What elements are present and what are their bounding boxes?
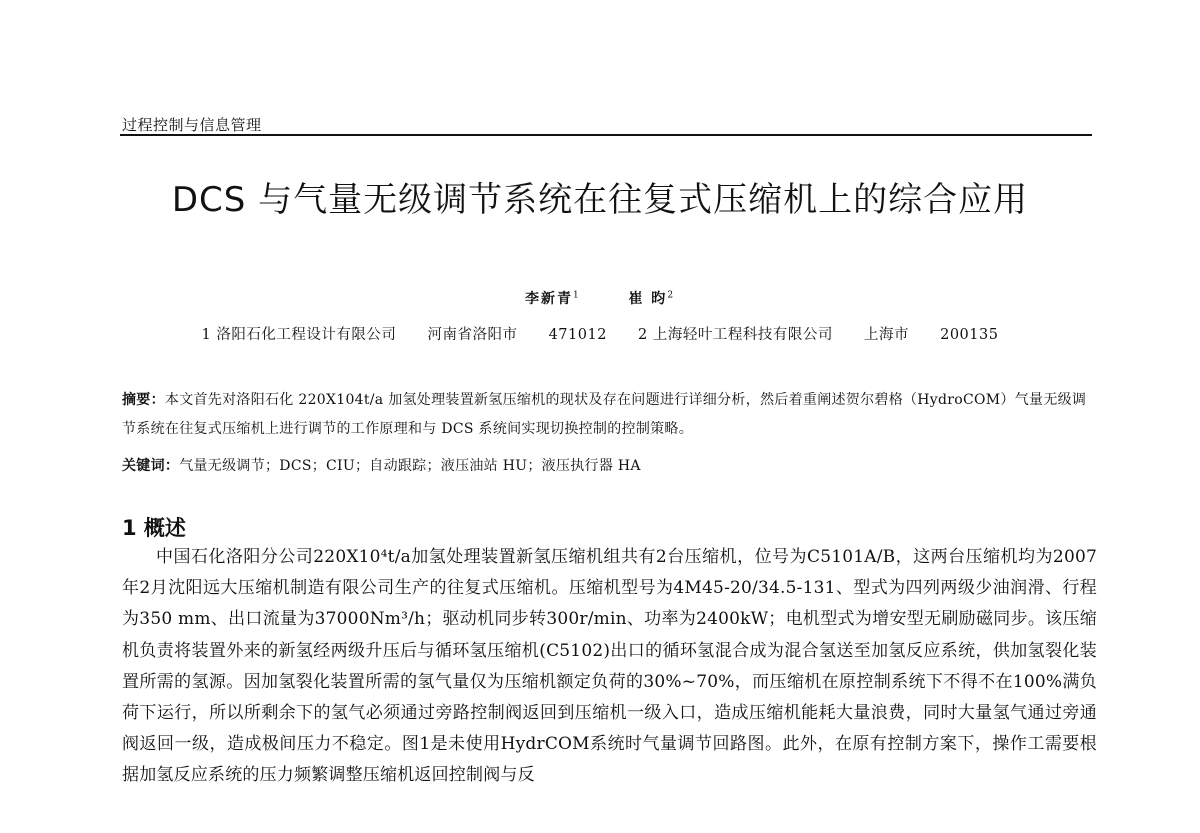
author-line	[0, 288, 1200, 308]
keywords-text: 气量无级调节；DCS；CIU；自动跟踪；液压油站 HU；液压执行器 HA	[179, 458, 641, 474]
abstract-label: 摘要：	[122, 392, 165, 408]
affiliation-org: 2 上海轻叶工程科技有限公司	[638, 327, 833, 343]
section-heading: 1 概述	[122, 516, 186, 540]
author-affiliation-mark: 2	[667, 290, 676, 301]
running-header: 过程控制与信息管理	[122, 116, 262, 134]
body-text	[122, 542, 1097, 792]
affiliation-city: 上海市	[864, 327, 909, 343]
affiliation-postcode: 471012	[548, 327, 607, 343]
author-affiliation-mark: 1	[572, 290, 581, 301]
paper-title: DCS 与气量无级调节系统在往复式压缩机上的综合应用	[171, 180, 1029, 220]
author-name: 崔 昀	[628, 291, 668, 307]
abstract	[122, 386, 1097, 444]
body-paragraph: 中国石化洛阳分公司220X10⁴t/a加氢处理装置新氢压缩机组共有2台压缩机，位号为C5101A/B，这两台压缩机均为2007年2月沈阳远大压缩机制造有限公司生产的往复式压缩机。压缩机型号为4M45-20/34.5-131、型式为四列两级少油润滑、行程为350 mm、出口流量为37000Nm³/h；驱动机同步转300r/min、功率为2400kW；电机型式为增安型无刷励磁同步。该压缩机负责将装置外来的新氢经两级升压后与循环氢压缩机(C5102)出口的循环氢混合成为混合氢送至加氢反应系统，供加氢裂化装置所需的氢源。因加氢裂化装置所需的氢气量仅为压缩机额定负荷的30%~70%，而压缩机在原控制系统下不得不在100%满负荷下运行，所以所剩余下的氢气必须通过旁路控制阀返回到压缩机一级入口，造成压缩机能耗大量浪费，同时大量氢气通过旁通阀返回一级，造成极间压力不稳定。图1是未使用HydrCOM系统时气量调节回路图。此外，在原有控制方案下，操作工需要根据加氢反应系统的压力频繁调整压缩机返回控制阀与反	[122, 547, 1097, 786]
author-name: 李新青	[524, 291, 573, 307]
affiliation-line	[0, 323, 1200, 344]
header-rule	[120, 134, 1092, 136]
affiliation-postcode: 200135	[940, 327, 999, 343]
keywords	[122, 455, 1097, 477]
keywords-label: 关键词：	[122, 458, 180, 474]
abstract-text: 本文首先对洛阳石化 220X104t/a 加氢处理装置新氢压缩机的现状及存在问题进行详细分析，然后着重阐述贺尔碧格（HydroCOM）气量无级调节系统在往复式压缩机上进行调节的工作原理和与 DCS 系统间实现切换控制的控制策略。	[122, 392, 1087, 437]
affiliation-org: 1 洛阳石化工程设计有限公司	[201, 327, 397, 343]
affiliation-city: 河南省洛阳市	[427, 327, 518, 343]
